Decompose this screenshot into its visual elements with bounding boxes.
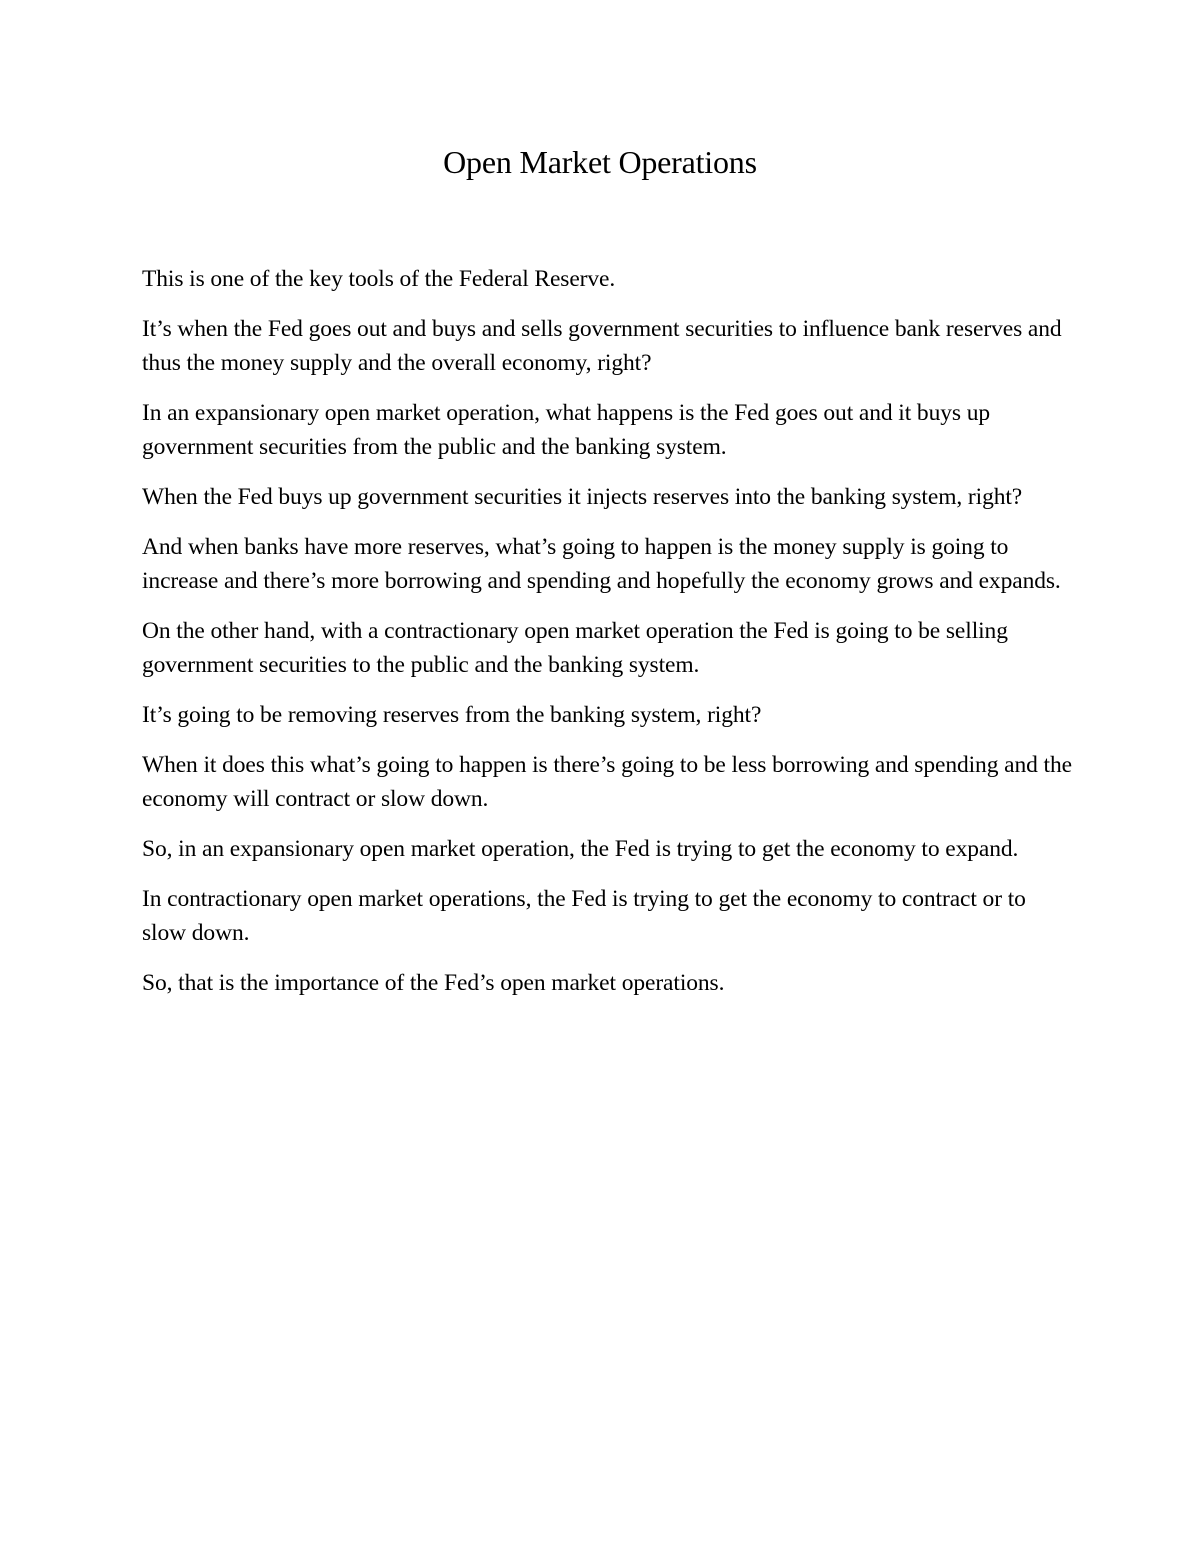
paragraph-4: When the Fed buys up government securities it injects reserves into the banking system, right? (142, 484, 1023, 510)
paragraph-8: When it does this what’s going to happen is there’s going to be less borrowing and spending and the economy will contract or slow down. (142, 752, 1072, 812)
document-body (142, 262, 1072, 1016)
paragraph-2: It’s when the Fed goes out and buys and sells government securities to influence bank reserves and thus the money supply and the overall economy, right? (142, 316, 1062, 376)
paragraph-6: On the other hand, with a contractionary open market operation the Fed is going to be selling government securities to the public and the banking system. (142, 618, 1008, 678)
paragraph-11: So, that is the importance of the Fed’s open market operations. (142, 970, 725, 996)
paragraph-5: And when banks have more reserves, what’s going to happen is the money supply is going to increase and there’s more borrowing and spending and hopefully the economy grows and expands. (142, 534, 1061, 594)
paragraph-9: So, in an expansionary open market operation, the Fed is trying to get the economy to expand. (142, 836, 1019, 862)
paragraph-1: This is one of the key tools of the Federal Reserve. (142, 266, 616, 292)
document-title: Open Market Operations (443, 144, 757, 180)
paragraph-3: In an expansionary open market operation, what happens is the Fed goes out and it buys up government securities from the public and the banking system. (142, 400, 991, 460)
paragraph-10: In contractionary open market operations, the Fed is trying to get the economy to contract or to slow down. (142, 886, 1026, 946)
paragraph-7: It’s going to be removing reserves from the banking system, right? (142, 702, 762, 728)
